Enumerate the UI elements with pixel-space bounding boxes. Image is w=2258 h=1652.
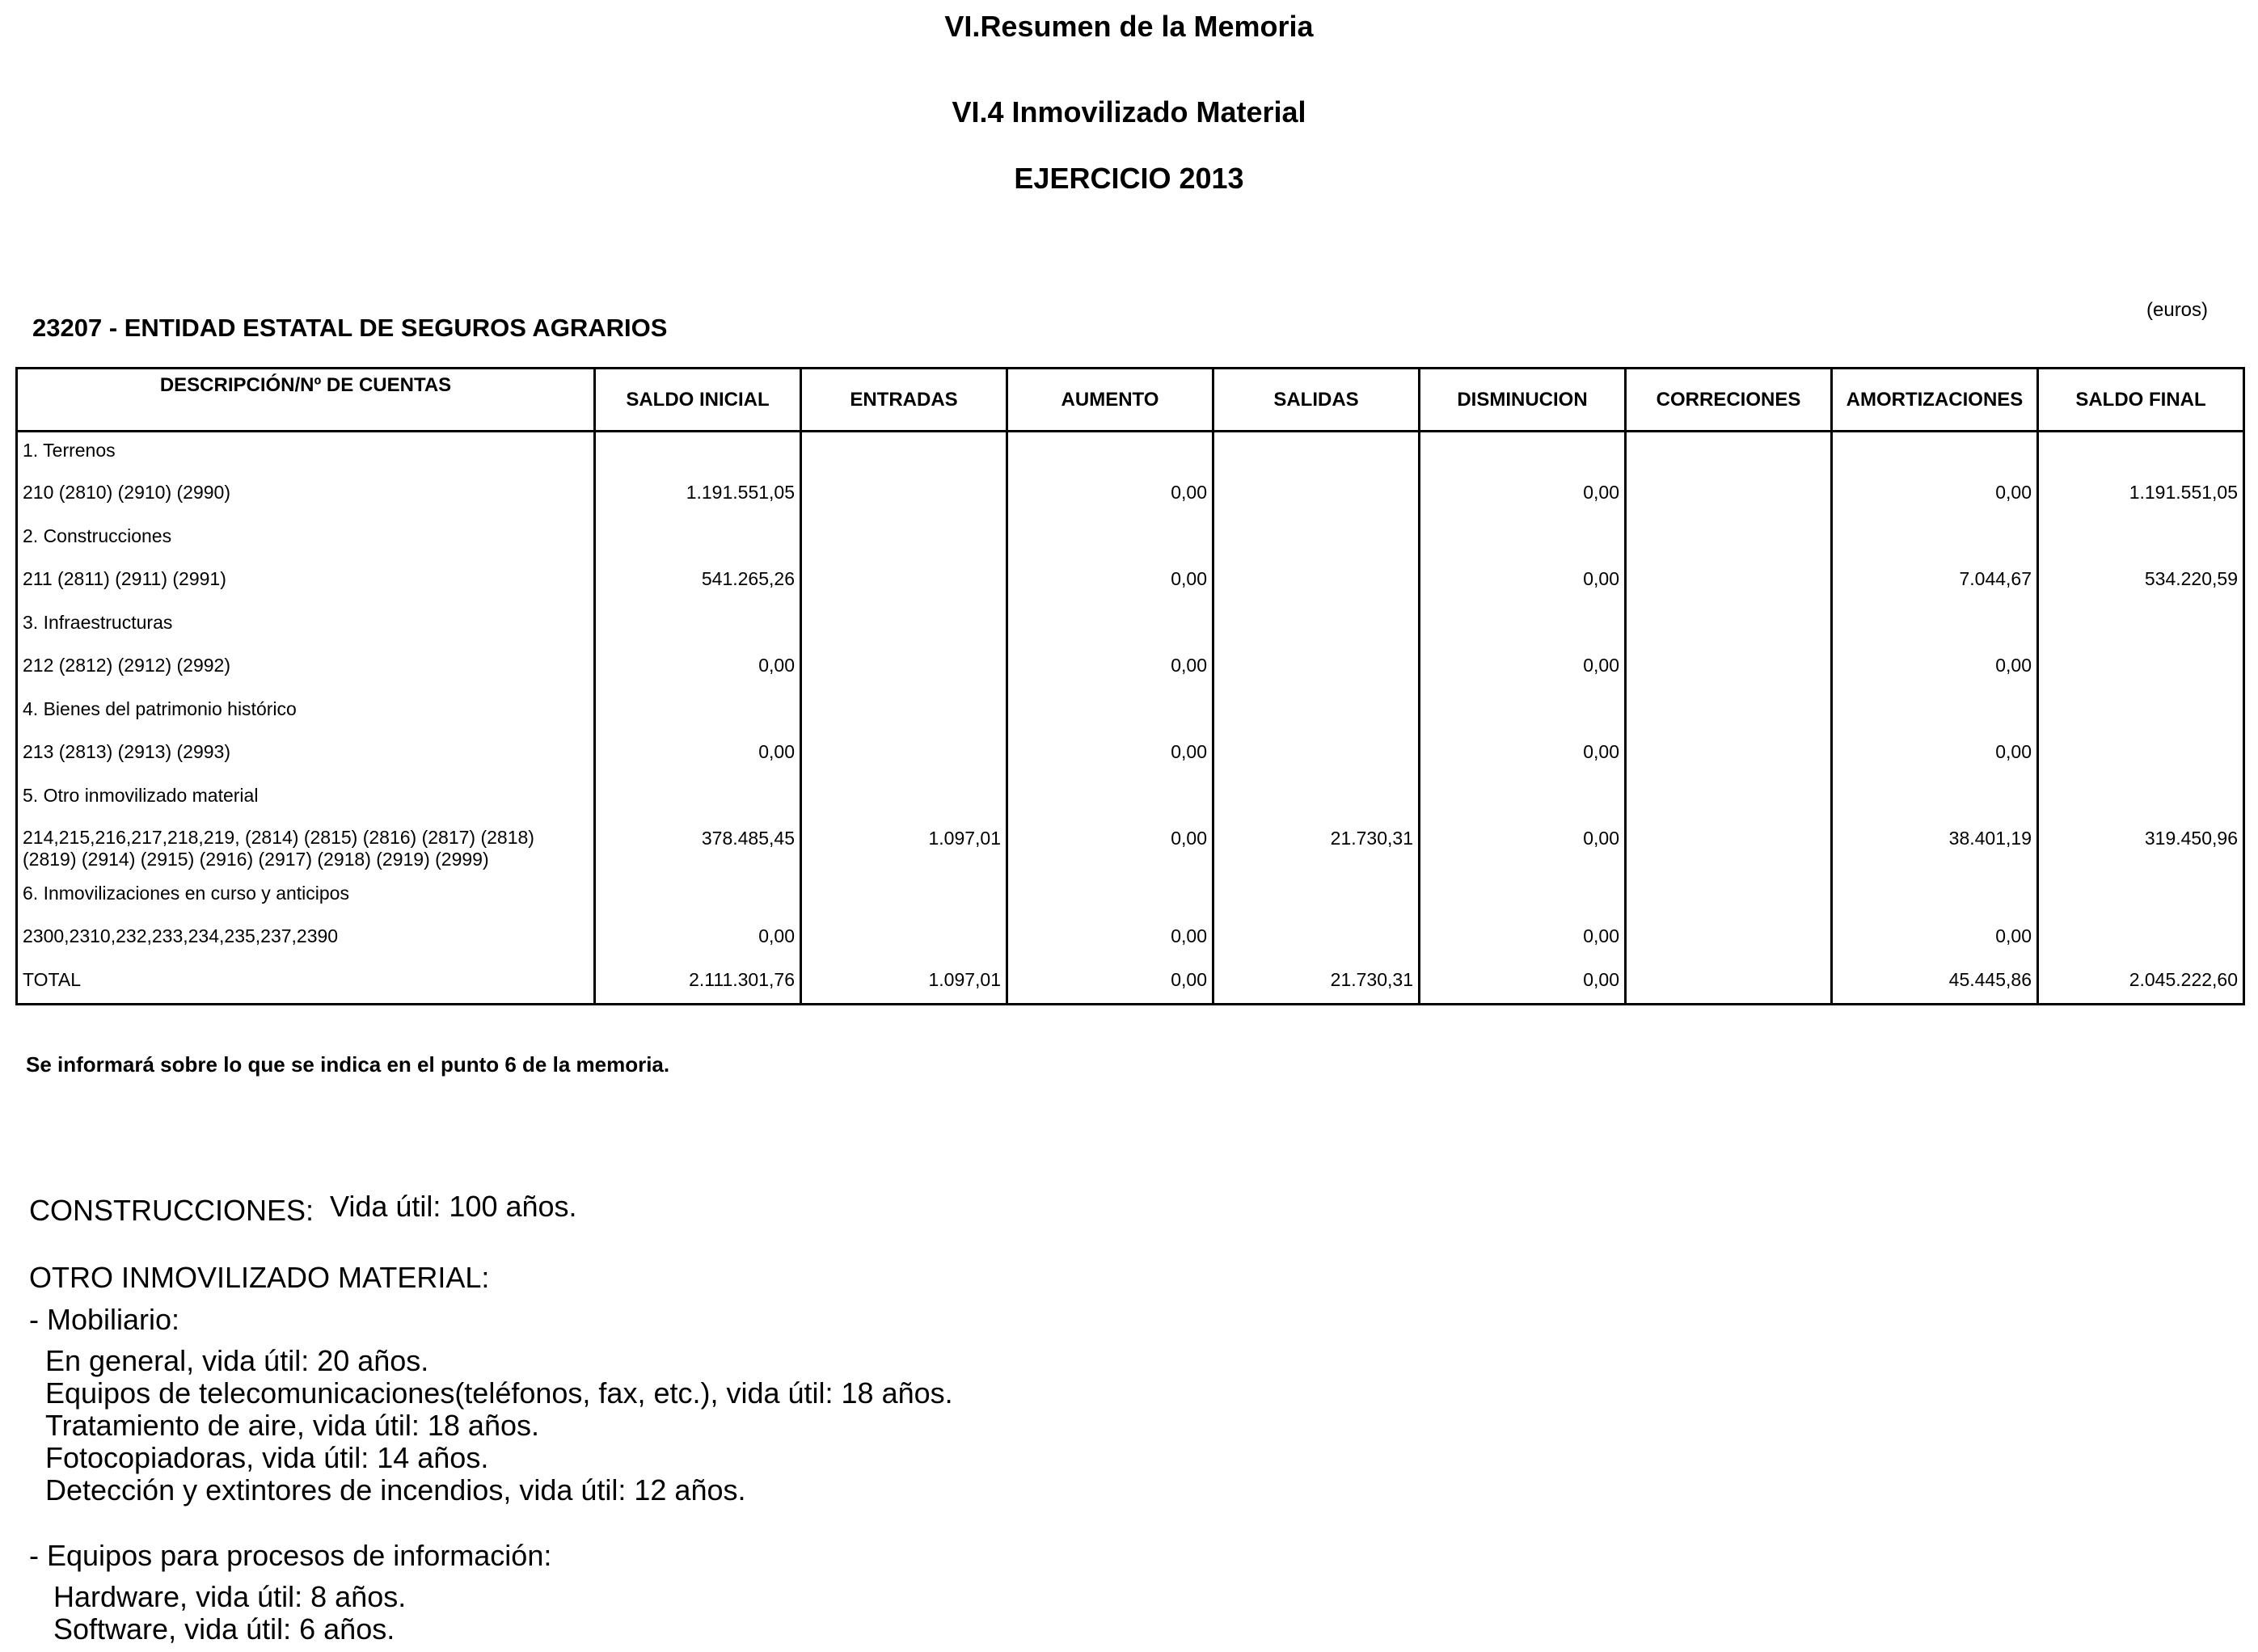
table-cell [1213,734,1420,778]
table-row [17,691,2244,734]
table-row [17,432,2244,474]
table-cell [1420,518,1626,561]
table-cell: 0,00 [1007,561,1213,605]
row-description: 214,215,216,217,218,219, (2814) (2815) (2816) (2817) (2818) (2819) (2914) (2915) (2916) (2917) (2918) (2919) (2999) [17,820,595,875]
table-cell [1626,918,1832,962]
row-description: 212 (2812) (2912) (2992) [17,647,595,691]
table-cell: 7.044,67 [1832,561,2038,605]
table-cell [2038,778,2244,820]
table-row [17,561,2244,605]
table-cell [801,778,1007,820]
table-cell [1832,432,2038,474]
table-cell: 0,00 [595,734,801,778]
table-body [17,432,2244,1005]
list-item: Equipos de telecomunicaciones(teléfonos, fax, etc.), vida útil: 18 años. [45,1376,953,1410]
table-cell [1832,518,2038,561]
table-cell [595,875,801,918]
table-cell [1626,778,1832,820]
row-description: 5. Otro inmovilizado material [17,778,595,820]
column-header: DESCRIPCIÓN/Nº DE CUENTAS [17,369,595,432]
column-header: DISMINUCION [1420,369,1626,432]
table-cell [1007,778,1213,820]
table-cell [1626,691,1832,734]
table-cell [595,778,801,820]
table-cell: 1.191.551,05 [595,474,801,518]
table-cell [2038,691,2244,734]
table-cell: 0,00 [1420,962,1626,1005]
table-cell: 0,00 [1420,474,1626,518]
mobiliario-list [45,1345,953,1507]
table-cell [1213,432,1420,474]
table-cell: 21.730,31 [1213,962,1420,1005]
table-cell [801,474,1007,518]
row-description: 4. Bienes del patrimonio histórico [17,691,595,734]
table-cell: 0,00 [1007,647,1213,691]
year-title: EJERCICIO 2013 [1014,162,1244,195]
equipos-list [53,1581,406,1646]
table-cell [1626,647,1832,691]
table-cell [2038,432,2244,474]
table-cell: 0,00 [1007,918,1213,962]
table-cell [2038,734,2244,778]
row-description: 6. Inmovilizaciones en curso y anticipos [17,875,595,918]
table-cell: 0,00 [595,647,801,691]
table-cell: 0,00 [1832,734,2038,778]
table-cell [1832,875,2038,918]
table-cell [801,691,1007,734]
column-header: AMORTIZACIONES [1832,369,2038,432]
table-cell [1832,691,2038,734]
construcciones-value: Vida útil: 100 años. [330,1190,577,1223]
table-cell: 0,00 [1007,820,1213,875]
currency-unit: (euros) [2146,299,2209,321]
table-cell [1832,605,2038,647]
table-cell [1007,518,1213,561]
table-cell [595,605,801,647]
memoria-note: Se informará sobre lo que se indica en el punto 6 de la memoria. [26,1052,670,1077]
row-description: 2300,2310,232,233,234,235,237,2390 [17,918,595,962]
table-cell [801,918,1007,962]
table-cell [1213,778,1420,820]
table-cell [1420,605,1626,647]
table-cell [801,561,1007,605]
table-cell: 0,00 [595,918,801,962]
table-cell: 378.485,45 [595,820,801,875]
table-cell: 45.445,86 [1832,962,2038,1005]
table-cell: 319.450,96 [2038,820,2244,875]
table-cell: 0,00 [1420,561,1626,605]
table-cell [1420,778,1626,820]
list-item: Software, vida útil: 6 años. [53,1612,395,1646]
table-cell: 0,00 [1832,474,2038,518]
table-cell: 541.265,26 [595,561,801,605]
row-description: 211 (2811) (2911) (2991) [17,561,595,605]
column-header: CORRECIONES [1626,369,1832,432]
table-row [17,962,2244,1005]
list-item: Hardware, vida útil: 8 años. [53,1580,407,1613]
table-cell [801,734,1007,778]
table-cell: 38.401,19 [1832,820,2038,875]
row-description: TOTAL [17,962,595,1005]
table-row [17,605,2244,647]
table-cell [801,875,1007,918]
table-cell [1007,605,1213,647]
table-cell [2038,605,2244,647]
table-row [17,518,2244,561]
table-cell [1626,605,1832,647]
table-cell: 0,00 [1007,962,1213,1005]
table-cell [1626,962,1832,1005]
table-cell [1007,432,1213,474]
table-row [17,647,2244,691]
table-cell [1626,474,1832,518]
column-header: AUMENTO [1007,369,1213,432]
page-title: VI.Resumen de la Memoria [944,10,1314,43]
table-cell: 2.045.222,60 [2038,962,2244,1005]
row-description: 210 (2810) (2910) (2990) [17,474,595,518]
table-cell [1626,561,1832,605]
table-cell [1626,875,1832,918]
table-cell: 0,00 [1832,647,2038,691]
table-cell [1213,561,1420,605]
table-cell [1832,778,2038,820]
table-cell [595,518,801,561]
row-description: 213 (2813) (2913) (2993) [17,734,595,778]
section-title: VI.4 Inmovilizado Material [952,95,1306,129]
table-cell: 0,00 [1007,734,1213,778]
table-row [17,820,2244,875]
table-cell [1420,691,1626,734]
list-item: En general, vida útil: 20 años. [45,1344,429,1377]
table-cell: 0,00 [1832,918,2038,962]
table-row [17,875,2244,918]
table-cell [1007,875,1213,918]
row-description: 1. Terrenos [17,432,595,474]
table-cell [1213,518,1420,561]
column-header: SALDO FINAL [2038,369,2244,432]
table-row [17,918,2244,962]
table-cell: 2.111.301,76 [595,962,801,1005]
table-row [17,474,2244,518]
table-cell: 0,00 [1420,918,1626,962]
table-cell [1213,691,1420,734]
table-cell: 21.730,31 [1213,820,1420,875]
row-description: 2. Construcciones [17,518,595,561]
table-cell [1213,918,1420,962]
table-cell [1626,820,1832,875]
table-cell [1420,432,1626,474]
table-cell [1213,605,1420,647]
column-header: SALDO INICIAL [595,369,801,432]
table-cell [1213,474,1420,518]
construcciones-label: CONSTRUCCIONES: [29,1194,314,1227]
table-cell: 0,00 [1420,734,1626,778]
table-cell [801,605,1007,647]
table-cell: 0,00 [1420,820,1626,875]
mobiliario-header: - Mobiliario: [29,1303,180,1336]
otro-inmovilizado-header: OTRO INMOVILIZADO MATERIAL: [29,1261,490,1294]
table-row [17,734,2244,778]
table-cell: 1.097,01 [801,962,1007,1005]
table-cell: 0,00 [1007,474,1213,518]
column-header: ENTRADAS [801,369,1007,432]
table-cell [801,518,1007,561]
list-item: Fotocopiadoras, vida útil: 14 años. [45,1441,489,1474]
table-cell [1626,734,1832,778]
table-row [17,778,2244,820]
table-cell [595,432,801,474]
table-cell: 1.097,01 [801,820,1007,875]
list-item: Tratamiento de aire, vida útil: 18 años. [45,1409,539,1442]
list-item: Detección y extintores de incendios, vida útil: 12 años. [45,1473,746,1507]
table-cell [595,691,801,734]
table-cell [1007,691,1213,734]
fixed-assets-table [15,367,2245,1005]
table-cell: 534.220,59 [2038,561,2244,605]
table-cell [2038,875,2244,918]
table-cell [1626,432,1832,474]
equipos-header: - Equipos para procesos de información: [29,1539,552,1572]
table-cell: 0,00 [1420,647,1626,691]
table-cell [2038,647,2244,691]
column-header: SALIDAS [1213,369,1420,432]
table-cell [2038,918,2244,962]
table-cell [1626,518,1832,561]
row-description: 3. Infraestructuras [17,605,595,647]
table-cell [801,432,1007,474]
entity-name: 23207 - ENTIDAD ESTATAL DE SEGUROS AGRARIOS [32,314,668,342]
table-cell [1213,647,1420,691]
table-cell [2038,518,2244,561]
table-cell [801,647,1007,691]
table-cell [1420,875,1626,918]
table-cell: 1.191.551,05 [2038,474,2244,518]
table-cell [1213,875,1420,918]
